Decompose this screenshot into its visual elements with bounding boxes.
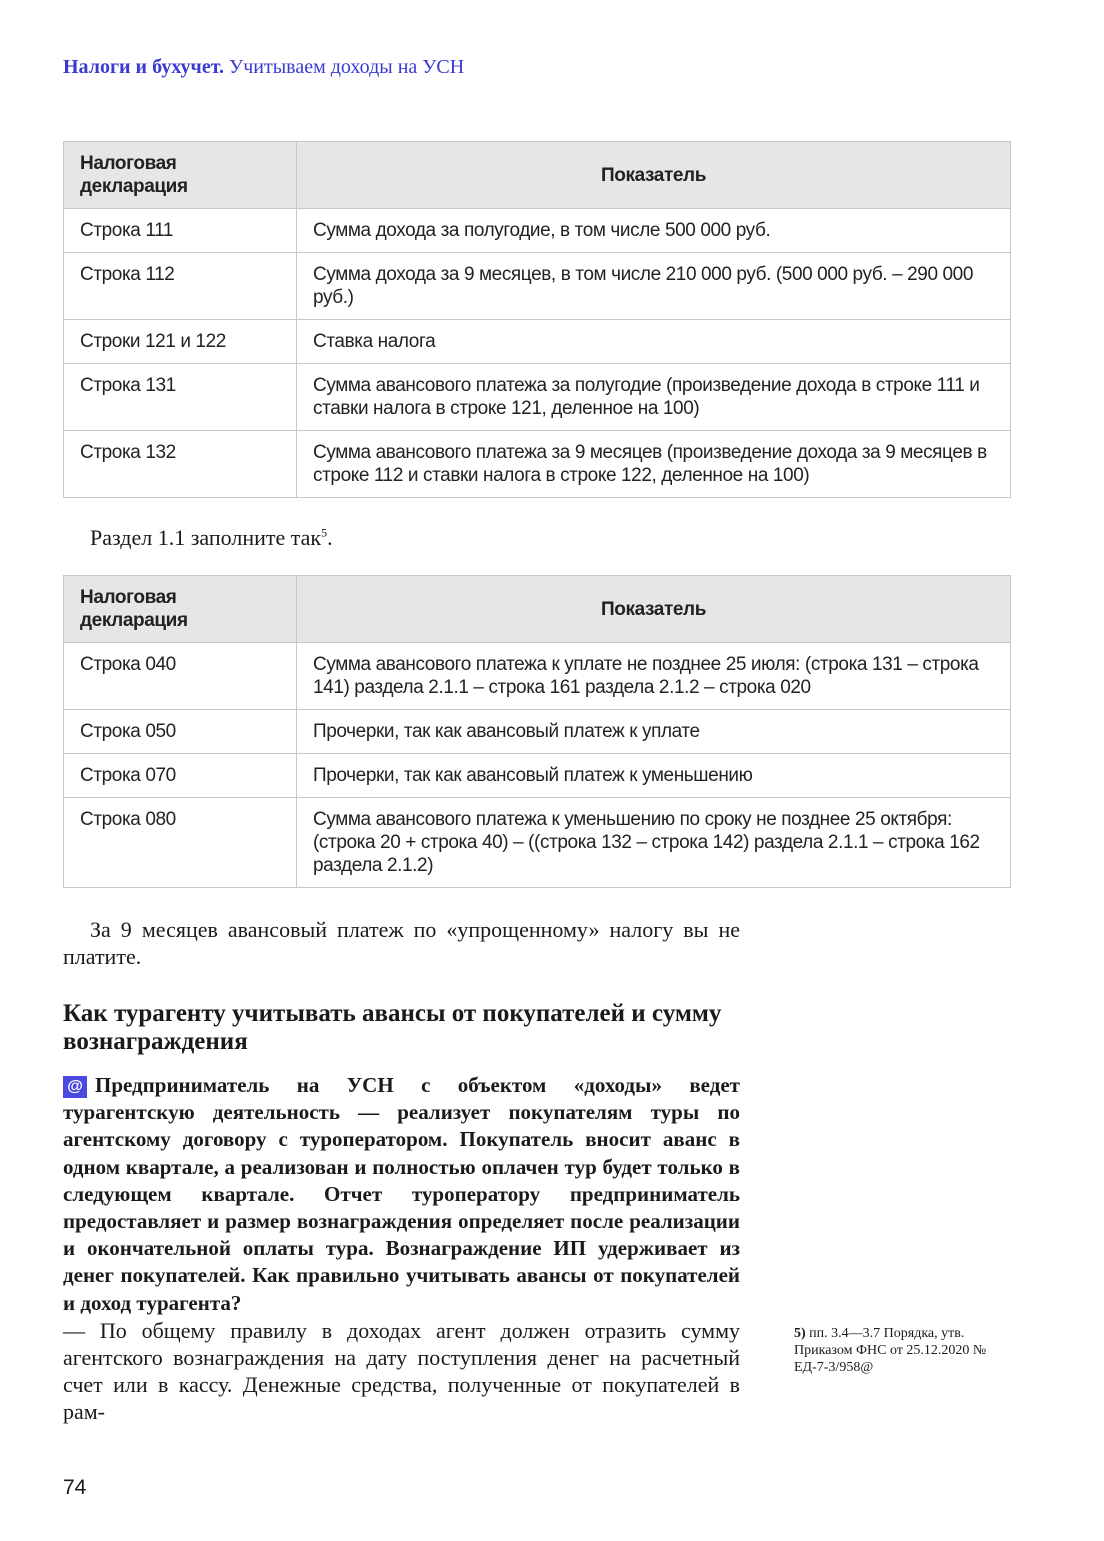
question-text: Предприниматель на УСН с объектом «доходы» ведет турагентскую деятельность — реализует покупателям туры по агентскому договору с туроператором. Покупатель вносит аванс в одном квартале, а реализован и полностью оплачен тур будет только в следующем квартале. Отчет туроператору предприниматель предоставляет и размер вознаграждения определяет после реализации и окончательной оплаты тура. Вознаграждение ИП удерживает из денег покупателей. Как правильно учитывать авансы от покупателей и доход турагента? — [63, 1073, 740, 1315]
cell: Строка 070 — [64, 754, 297, 798]
table-lines-2 — [63, 141, 1011, 498]
cell: Прочерки, так как авансовый платеж к уменьшению — [297, 754, 1011, 798]
table-row — [64, 798, 1011, 888]
table-header — [64, 142, 1011, 209]
header-title: Учитываем доходы на УСН — [229, 56, 465, 78]
table-section-1-1 — [63, 575, 1011, 888]
cell: Сумма авансового платежа к уплате не позднее 25 июля: (строка 131 – строка 141) раздела 2.1.1 – строка 161 раздела 2.1.2 – строка 020 — [297, 643, 1011, 710]
table-row — [64, 209, 1011, 253]
cell: Строка 080 — [64, 798, 297, 888]
footnote-text: пп. 3.4—3.7 Порядка, утв. Приказом ФНС от 25.12.2020 № ЕД-7-3/958@ — [794, 1326, 987, 1375]
cell: Строка 131 — [64, 364, 297, 431]
footnote-number: 5) — [794, 1326, 806, 1341]
cell: Сумма дохода за полугодие, в том числе 500 000 руб. — [297, 209, 1011, 253]
cell: Сумма дохода за 9 месяцев, в том числе 210 000 руб. (500 000 руб. – 290 000 руб.) — [297, 253, 1011, 320]
table-row — [64, 431, 1011, 498]
cell: Строка 050 — [64, 710, 297, 754]
text: . — [327, 525, 333, 550]
header-section: Налоги и бухучет. — [63, 56, 225, 78]
footnote — [794, 1325, 1014, 1376]
table-header — [64, 576, 1011, 643]
col-header: Налоговая декларация — [64, 142, 297, 209]
cell: Строки 121 и 122 — [64, 320, 297, 364]
text: Раздел 1.1 заполните так — [90, 525, 322, 550]
col-header: Налоговая декларация — [64, 576, 297, 643]
cell: Строка 112 — [64, 253, 297, 320]
cell: Прочерки, так как авансовый платеж к уплате — [297, 710, 1011, 754]
answer-text: — По общему правилу в доходах агент должен отразить сумму агентского вознаграждения на дату поступления денег на расчетный счет или в кассу. Денежные средства, полученные от покупателей в рам- — [63, 1317, 740, 1424]
running-header — [63, 54, 1104, 80]
table-row — [64, 364, 1011, 431]
table-row — [64, 710, 1011, 754]
cell: Строка 132 — [64, 431, 297, 498]
question-block — [63, 1072, 740, 1317]
table-row — [64, 643, 1011, 710]
cell: Сумма авансового платежа за 9 месяцев (произведение дохода за 9 месяцев в строке 112 и ставки налога в строке 122, деленное на 100) — [297, 431, 1011, 498]
email-question-icon: @ — [63, 1076, 87, 1098]
cell: Сумма авансового платежа за полугодие (произведение дохода в строке 111 и ставки налога в строке 121, деленное на 100) — [297, 364, 1011, 431]
page-number: 74 — [63, 1475, 87, 1499]
section-heading: Как турагенту учитывать авансы от покупателей и сумму вознаграждения — [63, 1000, 722, 1055]
cell: Строка 111 — [64, 209, 297, 253]
col-header: Показатель — [297, 142, 1011, 209]
table-row — [64, 253, 1011, 320]
footnote-ref[interactable]: 5 — [321, 525, 328, 540]
cell: Ставка налога — [297, 320, 1011, 364]
paragraph-section-1-1 — [63, 524, 740, 551]
col-header: Показатель — [297, 576, 1011, 643]
paragraph: За 9 месяцев авансовый платеж по «упрощенному» налогу вы не платите. — [63, 917, 740, 969]
table-row — [64, 320, 1011, 364]
table-row — [64, 754, 1011, 798]
cell: Сумма авансового платежа к уменьшению по сроку не позднее 25 октября: (строка 20 + строка 40) – ((строка 132 – строка 142) раздела 2.1.1 – строка 162 раздела 2.1.2) — [297, 798, 1011, 888]
cell: Строка 040 — [64, 643, 297, 710]
